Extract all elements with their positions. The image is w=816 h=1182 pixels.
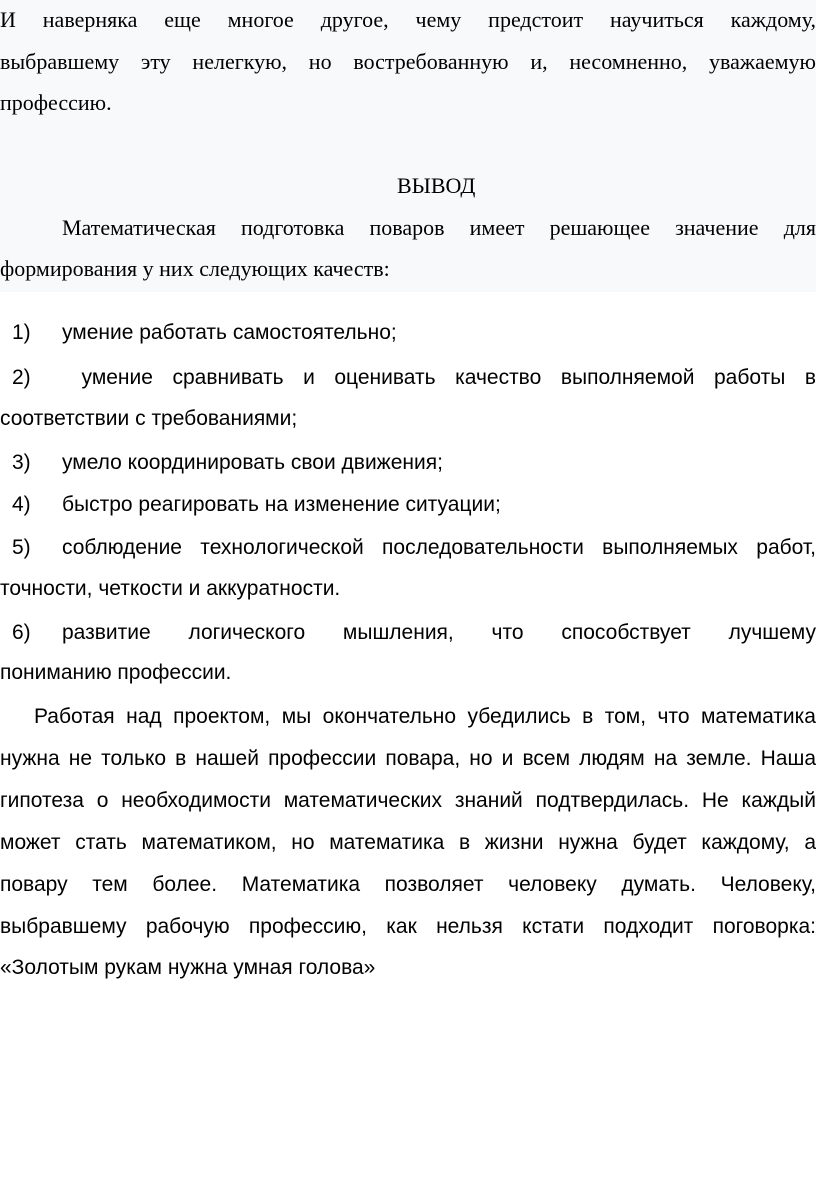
final-line-7: «Золотым рукам нужна умная голова» [0,956,376,979]
list-item-text: соблюдение технологической последовательности выполняемых работ, [62,536,816,559]
list-item-number: 6) [12,621,31,644]
list-item-2 [0,363,816,393]
list-item-text: развитие логического мышления, что способствует лучшему [62,621,816,644]
list-item-number: 4) [12,493,31,516]
conclusion-lead-line-2: формирования у них следующих качеств: [0,256,390,281]
final-line-5: повару тем более. Математика позволяет человеку думать. Человеку, [0,873,816,896]
list-item-6-continuation: пониманию профессии. [0,661,232,684]
final-line-2: нужна не только в нашей профессии повара, но и всем людям на земле. Наша [0,747,816,770]
final-line-6: выбравшему рабочую профессию, как нельзя кстати подходит поговорка: [0,915,816,938]
final-line-3: гипотеза о необходимости математических знаний подтвердилась. Не каждый [0,789,816,812]
intro-line-1: И наверняка еще многое другое, чему предстоит научиться каждому, [0,7,816,32]
list-item-text: быстро реагировать на изменение ситуации; [62,493,501,516]
list-item-text: умение работать самостоятельно; [62,321,397,344]
final-line-1: Работая над проектом, мы окончательно убедились в том, что математика [34,705,816,728]
list-item-number: 1) [12,321,31,344]
intro-line-3: профессию. [0,90,112,115]
shaded-text-region [0,0,816,292]
list-item-6 [0,618,816,648]
list-item-number: 2) [12,366,31,389]
list-item-1 [0,318,816,348]
list-item-5 [0,533,816,563]
list-item-text: умело координировать свои движения; [62,451,443,474]
list-item-number: 3) [12,451,31,474]
final-line-4: может стать математиком, но математика в жизни нужна будет каждому, а [0,831,816,854]
list-item-5-continuation: точности, четкости и аккуратности. [0,577,341,600]
list-item-2-continuation: соответствии с требованиями; [0,407,298,430]
list-item-4 [0,490,816,520]
conclusion-lead-line-1: Математическая подготовка поваров имеет решающее значение для [62,215,816,240]
list-item-3 [0,448,816,478]
conclusion-heading: ВЫВОД [397,173,476,198]
list-item-number: 5) [12,536,31,559]
intro-line-2: выбравшему эту нелегкую, но востребованную и, несомненно, уважаемую [0,49,816,74]
list-item-text: умение сравнивать и оценивать качество выполняемой работы в [62,366,816,389]
